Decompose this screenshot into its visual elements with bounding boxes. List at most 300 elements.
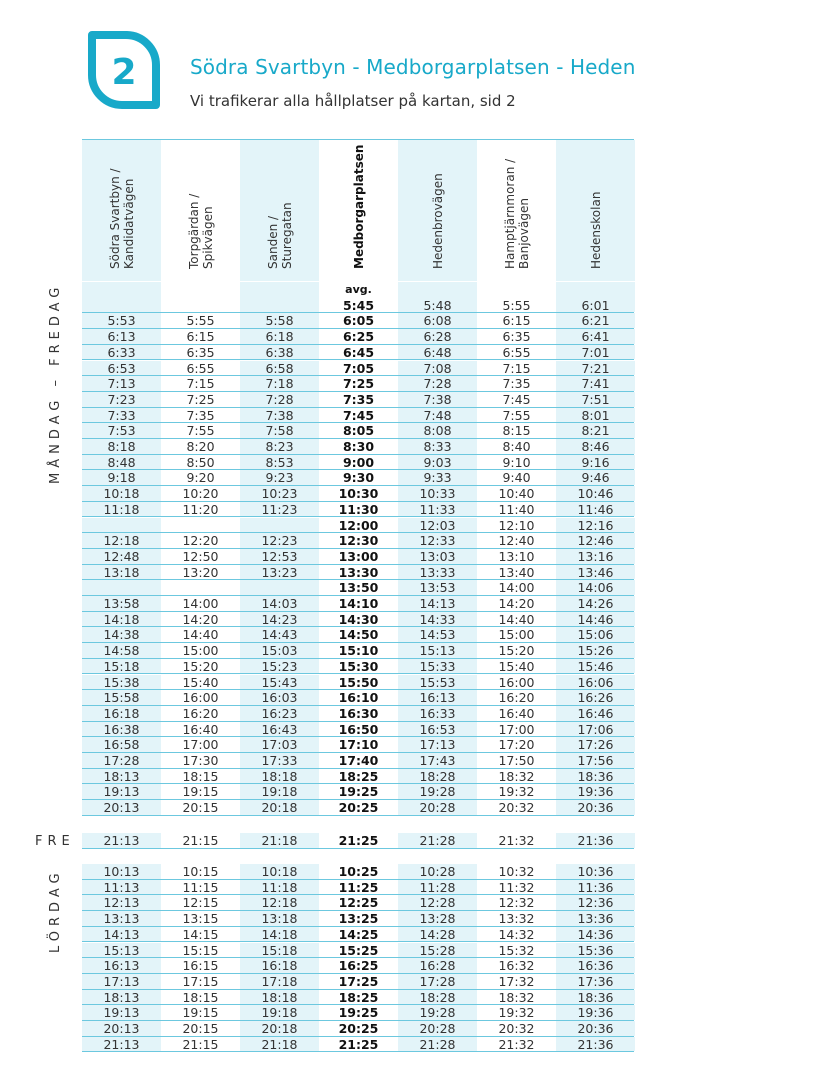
time-cell: 13:46 bbox=[556, 565, 635, 580]
time-cell: 8:40 bbox=[502, 439, 531, 454]
time-cell: 15:36 bbox=[556, 943, 635, 958]
time-cell bbox=[240, 518, 319, 533]
time-cell: 8:23 bbox=[240, 439, 319, 454]
time-cell bbox=[161, 282, 240, 298]
time-cell: 11:23 bbox=[240, 502, 319, 517]
time-cell: 7:53 bbox=[82, 423, 161, 438]
time-cell: 16:13 bbox=[398, 690, 477, 705]
time-cell: 19:36 bbox=[556, 784, 635, 799]
time-cell: 6:18 bbox=[240, 329, 319, 344]
time-cell: 8:18 bbox=[82, 439, 161, 454]
time-cell: 7:55 bbox=[502, 407, 531, 423]
section-label-saturday: LÖRDAG bbox=[48, 868, 63, 953]
time-cell: 5:55 bbox=[502, 297, 531, 313]
section-label-weekdays: MÅNDAG – FREDAG bbox=[48, 282, 63, 484]
time-cell: 17:36 bbox=[556, 974, 635, 989]
time-cell bbox=[82, 580, 161, 595]
time-cell: 6:58 bbox=[240, 361, 319, 376]
time-cell: 7:33 bbox=[82, 408, 161, 423]
time-cell: 14:36 bbox=[556, 927, 635, 942]
time-cell: 14:00 bbox=[498, 580, 535, 596]
time-cell: 19:28 bbox=[398, 1005, 477, 1020]
time-cell: 8:48 bbox=[82, 455, 161, 470]
time-cell: 12:53 bbox=[240, 549, 319, 564]
time-cell: 15:58 bbox=[82, 690, 161, 705]
column-header-label: Sanden / Sturegatan bbox=[265, 202, 294, 269]
time-cell: 15:18 bbox=[240, 943, 319, 958]
table-row bbox=[82, 376, 634, 392]
time-cell: 7:23 bbox=[82, 392, 161, 407]
time-cell: 18:15 bbox=[182, 768, 219, 784]
time-cell: 6:45 bbox=[342, 344, 375, 360]
column-header bbox=[161, 140, 240, 281]
time-cell: 8:05 bbox=[342, 423, 375, 439]
time-cell: 20:18 bbox=[240, 800, 319, 815]
time-cell: 13:40 bbox=[498, 564, 535, 580]
time-cell: 10:40 bbox=[498, 486, 535, 502]
time-cell: 17:15 bbox=[182, 973, 219, 989]
time-cell: 18:18 bbox=[240, 990, 319, 1005]
time-cell: 7:18 bbox=[240, 376, 319, 391]
time-cell: 20:36 bbox=[556, 800, 635, 815]
time-cell: 7:38 bbox=[398, 392, 477, 407]
section-label-friday: FRE bbox=[35, 834, 75, 849]
time-cell: 17:28 bbox=[82, 753, 161, 768]
time-cell: 15:28 bbox=[398, 943, 477, 958]
time-cell: 13:18 bbox=[240, 911, 319, 926]
time-cell: 6:05 bbox=[342, 313, 375, 329]
time-cell: 13:50 bbox=[338, 580, 379, 596]
table-row bbox=[82, 423, 634, 439]
time-cell: 12:20 bbox=[182, 533, 219, 549]
time-cell: 8:50 bbox=[186, 454, 215, 470]
time-cell: 7:01 bbox=[556, 345, 635, 360]
table-row bbox=[82, 958, 634, 974]
time-cell: 9:40 bbox=[502, 470, 531, 486]
time-cell: 17:18 bbox=[240, 974, 319, 989]
time-cell: 9:03 bbox=[398, 455, 477, 470]
table-row bbox=[82, 439, 634, 455]
time-cell: 12:25 bbox=[338, 895, 379, 911]
time-cell: 10:23 bbox=[240, 486, 319, 501]
time-cell: 19:15 bbox=[182, 1005, 219, 1021]
table-row bbox=[82, 769, 634, 785]
table-row bbox=[82, 659, 634, 675]
time-cell: 7:28 bbox=[240, 392, 319, 407]
time-cell: 14:18 bbox=[240, 927, 319, 942]
time-cell: 6:55 bbox=[502, 344, 531, 360]
time-cell: 15:33 bbox=[398, 659, 477, 674]
table-row bbox=[82, 1005, 634, 1021]
time-cell: 20:13 bbox=[82, 800, 161, 815]
time-cell: 16:03 bbox=[240, 690, 319, 705]
time-cell: 11:32 bbox=[498, 879, 535, 895]
time-cell: 7:41 bbox=[556, 376, 635, 391]
time-cell: avg. bbox=[345, 283, 372, 296]
time-cell: 20:15 bbox=[182, 800, 219, 816]
column-header-label: Södra Svartbyn / Kandidatvägen bbox=[107, 168, 136, 269]
time-cell: 13:28 bbox=[398, 911, 477, 926]
time-cell: 15:15 bbox=[182, 942, 219, 958]
time-cell: 15:20 bbox=[182, 658, 219, 674]
time-cell: 11:28 bbox=[398, 880, 477, 895]
time-cell: 8:21 bbox=[556, 423, 635, 438]
time-cell: 6:15 bbox=[502, 313, 531, 329]
time-cell: 10:46 bbox=[556, 486, 635, 501]
time-cell: 14:53 bbox=[398, 627, 477, 642]
time-cell: 11:18 bbox=[240, 880, 319, 895]
time-cell: 19:32 bbox=[498, 784, 535, 800]
time-cell: 17:03 bbox=[240, 737, 319, 752]
time-cell: 7:05 bbox=[342, 360, 375, 376]
time-cell: 13:13 bbox=[82, 911, 161, 926]
time-cell: 7:13 bbox=[82, 376, 161, 391]
time-cell: 20:25 bbox=[338, 800, 379, 816]
time-cell: 15:18 bbox=[82, 659, 161, 674]
time-cell: 20:18 bbox=[240, 1021, 319, 1036]
time-cell: 18:36 bbox=[556, 990, 635, 1005]
time-cell: 17:32 bbox=[498, 973, 535, 989]
table-row bbox=[82, 408, 634, 424]
time-cell: 19:15 bbox=[182, 784, 219, 800]
time-cell: 15:13 bbox=[82, 943, 161, 958]
time-cell: 14:26 bbox=[556, 596, 635, 611]
time-cell: 15:20 bbox=[498, 643, 535, 659]
time-cell: 15:30 bbox=[338, 658, 379, 674]
table-row bbox=[82, 675, 634, 691]
time-cell: 16:53 bbox=[398, 722, 477, 737]
time-cell: 17:25 bbox=[338, 973, 379, 989]
time-cell bbox=[240, 298, 319, 313]
time-cell: 7:25 bbox=[186, 391, 215, 407]
time-cell: 12:28 bbox=[398, 895, 477, 910]
time-cell: 17:10 bbox=[338, 737, 379, 753]
table-row bbox=[82, 627, 634, 643]
time-cell: 14:43 bbox=[240, 627, 319, 642]
time-cell: 8:30 bbox=[342, 439, 375, 454]
time-cell: 12:18 bbox=[82, 533, 161, 548]
time-cell: 7:48 bbox=[398, 408, 477, 423]
table-row bbox=[82, 486, 634, 502]
time-cell: 16:13 bbox=[82, 958, 161, 973]
column-header bbox=[556, 140, 635, 281]
time-cell: 10:18 bbox=[82, 486, 161, 501]
table-row bbox=[82, 549, 634, 565]
time-cell: 10:15 bbox=[182, 864, 219, 879]
time-cell: 6:55 bbox=[186, 360, 215, 376]
time-cell: 6:01 bbox=[556, 298, 635, 313]
time-cell: 17:20 bbox=[498, 737, 535, 753]
time-cell: 16:25 bbox=[338, 958, 379, 974]
time-cell: 6:08 bbox=[398, 313, 477, 328]
time-cell: 15:00 bbox=[182, 643, 219, 659]
time-cell: 7:35 bbox=[186, 407, 215, 423]
time-cell: 11:40 bbox=[498, 501, 535, 517]
time-cell: 15:50 bbox=[338, 674, 379, 690]
time-cell: 11:15 bbox=[182, 879, 219, 895]
time-cell: 14:15 bbox=[182, 926, 219, 942]
time-cell: 16:33 bbox=[398, 706, 477, 721]
time-cell: 11:20 bbox=[182, 501, 219, 517]
time-cell: 17:00 bbox=[498, 721, 535, 737]
table-row bbox=[82, 455, 634, 471]
time-cell: 13:32 bbox=[498, 911, 535, 927]
time-cell: 13:58 bbox=[82, 596, 161, 611]
time-cell: 15:10 bbox=[338, 643, 379, 659]
time-cell: 14:18 bbox=[82, 612, 161, 627]
time-cell: 7:55 bbox=[186, 423, 215, 439]
time-cell: 12:33 bbox=[398, 533, 477, 548]
time-cell: 16:20 bbox=[498, 690, 535, 706]
time-cell bbox=[556, 282, 635, 298]
table-row bbox=[82, 895, 634, 911]
time-cell: 21:25 bbox=[338, 1036, 379, 1052]
time-cell: 16:28 bbox=[398, 958, 477, 973]
time-cell: 16:40 bbox=[498, 705, 535, 721]
time-cell: 20:36 bbox=[556, 1021, 635, 1036]
time-cell: 14:40 bbox=[498, 611, 535, 627]
time-cell: 15:43 bbox=[240, 675, 319, 690]
time-cell: 21:18 bbox=[240, 833, 319, 848]
time-cell: 16:50 bbox=[338, 721, 379, 737]
time-cell bbox=[240, 580, 319, 595]
time-cell bbox=[82, 518, 161, 533]
table-row bbox=[82, 864, 634, 880]
time-cell: 12:03 bbox=[398, 518, 477, 533]
time-cell: 19:13 bbox=[82, 784, 161, 799]
table-row bbox=[82, 580, 634, 596]
time-cell: 16:10 bbox=[338, 690, 379, 706]
time-cell: 17:40 bbox=[338, 753, 379, 768]
time-cell: 15:53 bbox=[398, 675, 477, 690]
time-cell: 8:53 bbox=[240, 455, 319, 470]
route-subtitle: Vi trafikerar alla hållplatser på kartan, sid 2 bbox=[190, 92, 516, 110]
time-cell: 21:25 bbox=[338, 833, 379, 848]
time-cell: 13:15 bbox=[182, 911, 219, 927]
table-row bbox=[82, 533, 634, 549]
time-cell: 21:13 bbox=[82, 1037, 161, 1052]
time-cell: 17:13 bbox=[82, 974, 161, 989]
time-cell: 19:32 bbox=[498, 1005, 535, 1021]
time-cell bbox=[161, 580, 240, 595]
time-cell: 8:46 bbox=[556, 439, 635, 454]
time-cell: 16:00 bbox=[182, 690, 219, 706]
time-cell: 13:20 bbox=[182, 564, 219, 580]
table-row bbox=[82, 361, 634, 377]
time-cell: 15:06 bbox=[556, 627, 635, 642]
time-cell: 13:53 bbox=[398, 580, 477, 595]
time-cell bbox=[398, 282, 477, 298]
table-row bbox=[82, 784, 634, 800]
time-cell: 14:13 bbox=[82, 927, 161, 942]
time-cell: 21:28 bbox=[398, 1037, 477, 1052]
time-cell: 10:25 bbox=[338, 864, 379, 879]
time-cell: 12:30 bbox=[338, 533, 379, 549]
time-cell: 7:35 bbox=[342, 391, 375, 407]
time-cell: 10:32 bbox=[498, 864, 535, 879]
column-header-label: Hedenbrovägen bbox=[430, 173, 445, 269]
time-cell: 12:23 bbox=[240, 533, 319, 548]
time-cell: 17:33 bbox=[240, 753, 319, 768]
time-cell: 21:13 bbox=[82, 833, 161, 848]
time-cell: 18:32 bbox=[498, 989, 535, 1005]
time-cell: 20:32 bbox=[498, 800, 535, 816]
time-cell: 7:08 bbox=[398, 361, 477, 376]
time-cell: 6:35 bbox=[186, 344, 215, 360]
time-cell bbox=[477, 282, 556, 298]
time-cell: 21:28 bbox=[398, 833, 477, 848]
time-cell bbox=[240, 282, 319, 298]
time-cell: 12:46 bbox=[556, 533, 635, 548]
time-cell: 14:25 bbox=[338, 926, 379, 942]
time-cell: 14:58 bbox=[82, 643, 161, 658]
time-cell: 7:51 bbox=[556, 392, 635, 407]
time-cell: 18:28 bbox=[398, 769, 477, 784]
table-row bbox=[82, 690, 634, 706]
time-cell: 11:30 bbox=[338, 501, 379, 517]
time-cell: 21:36 bbox=[556, 1037, 635, 1052]
table-row bbox=[82, 990, 634, 1006]
table-row bbox=[82, 911, 634, 927]
time-cell: 13:00 bbox=[338, 548, 379, 564]
time-cell: 14:33 bbox=[398, 612, 477, 627]
time-cell: 8:08 bbox=[398, 423, 477, 438]
time-cell: 17:56 bbox=[556, 753, 635, 768]
route-number-logo bbox=[82, 31, 164, 113]
time-cell: 14:06 bbox=[556, 580, 635, 595]
table-row bbox=[82, 345, 634, 361]
time-cell: 18:32 bbox=[498, 768, 535, 784]
time-cell: 14:23 bbox=[240, 612, 319, 627]
time-cell: 7:38 bbox=[240, 408, 319, 423]
time-cell: 18:25 bbox=[338, 768, 379, 784]
time-cell: 17:50 bbox=[498, 753, 535, 768]
time-cell: 15:32 bbox=[498, 942, 535, 958]
time-cell: 12:40 bbox=[498, 533, 535, 549]
route-title: Södra Svartbyn - Medborgarplatsen - Heden bbox=[190, 55, 636, 79]
time-cell: 15:26 bbox=[556, 643, 635, 658]
time-cell: 18:28 bbox=[398, 990, 477, 1005]
time-cell: 11:46 bbox=[556, 502, 635, 517]
time-cell: 13:18 bbox=[82, 565, 161, 580]
time-cell: 18:13 bbox=[82, 990, 161, 1005]
table-row bbox=[82, 722, 634, 738]
time-cell: 15:40 bbox=[182, 674, 219, 690]
time-cell: 7:45 bbox=[502, 391, 531, 407]
time-cell: 17:13 bbox=[398, 737, 477, 752]
time-cell: 15:38 bbox=[82, 675, 161, 690]
time-cell: 19:25 bbox=[338, 1005, 379, 1021]
time-cell: 14:00 bbox=[182, 596, 219, 611]
time-cell: 16:58 bbox=[82, 737, 161, 752]
time-cell: 15:25 bbox=[338, 942, 379, 958]
time-cell: 15:03 bbox=[240, 643, 319, 658]
table-row bbox=[82, 282, 634, 298]
table-row bbox=[82, 943, 634, 959]
time-cell: 5:48 bbox=[398, 298, 477, 313]
table-row bbox=[82, 880, 634, 896]
time-cell: 12:13 bbox=[82, 895, 161, 910]
table-row bbox=[82, 329, 634, 345]
time-cell: 9:33 bbox=[398, 470, 477, 485]
table-row bbox=[82, 974, 634, 990]
time-cell: 10:13 bbox=[82, 864, 161, 879]
time-cell bbox=[161, 298, 240, 313]
time-cell bbox=[161, 518, 240, 533]
time-cell: 20:32 bbox=[498, 1021, 535, 1036]
time-cell: 18:13 bbox=[82, 769, 161, 784]
time-cell: 6:38 bbox=[240, 345, 319, 360]
time-cell: 6:28 bbox=[398, 329, 477, 344]
time-cell: 20:15 bbox=[182, 1021, 219, 1036]
time-cell: 12:48 bbox=[82, 549, 161, 564]
time-cell: 11:25 bbox=[338, 879, 379, 895]
time-cell: 16:18 bbox=[240, 958, 319, 973]
time-cell: 21:15 bbox=[182, 1036, 219, 1052]
time-cell: 14:32 bbox=[498, 926, 535, 942]
time-cell: 6:33 bbox=[82, 345, 161, 360]
time-cell: 12:50 bbox=[182, 548, 219, 564]
time-cell: 9:23 bbox=[240, 470, 319, 485]
time-cell: 17:28 bbox=[398, 974, 477, 989]
time-cell: 15:40 bbox=[498, 658, 535, 674]
time-cell: 21:15 bbox=[182, 833, 219, 848]
table-row bbox=[82, 706, 634, 722]
time-cell: 12:15 bbox=[182, 895, 219, 911]
table-row bbox=[82, 565, 634, 581]
table-row bbox=[82, 612, 634, 628]
time-cell: 17:26 bbox=[556, 737, 635, 752]
time-cell: 6:21 bbox=[556, 313, 635, 328]
time-cell bbox=[82, 282, 161, 298]
time-cell: 14:20 bbox=[498, 596, 535, 611]
time-cell: 7:28 bbox=[398, 376, 477, 391]
time-cell: 15:00 bbox=[498, 627, 535, 643]
time-cell: 5:53 bbox=[82, 313, 161, 328]
time-cell: 18:15 bbox=[182, 989, 219, 1005]
time-cell: 15:13 bbox=[398, 643, 477, 658]
time-cell: 10:18 bbox=[240, 864, 319, 879]
time-cell: 9:00 bbox=[342, 454, 375, 470]
table-row bbox=[82, 737, 634, 753]
time-cell: 14:28 bbox=[398, 927, 477, 942]
table-row bbox=[82, 392, 634, 408]
time-cell: 12:18 bbox=[240, 895, 319, 910]
table-row bbox=[82, 643, 634, 659]
time-cell: 14:20 bbox=[182, 611, 219, 627]
time-cell bbox=[82, 298, 161, 313]
time-cell: 16:26 bbox=[556, 690, 635, 705]
time-cell: 7:21 bbox=[556, 361, 635, 376]
time-cell: 18:25 bbox=[338, 989, 379, 1005]
time-cell: 18:18 bbox=[240, 769, 319, 784]
time-cell: 7:15 bbox=[502, 360, 531, 376]
column-header bbox=[477, 140, 556, 281]
time-cell: 8:33 bbox=[398, 439, 477, 454]
time-cell: 11:13 bbox=[82, 880, 161, 895]
time-cell: 6:53 bbox=[82, 361, 161, 376]
time-cell: 16:46 bbox=[556, 706, 635, 721]
table-row bbox=[82, 470, 634, 486]
time-cell: 17:30 bbox=[182, 753, 219, 768]
time-cell: 20:13 bbox=[82, 1021, 161, 1036]
column-header-label: Hamptjärnmoran / Banjovägen bbox=[502, 158, 531, 269]
time-cell: 16:38 bbox=[82, 722, 161, 737]
column-header bbox=[398, 140, 477, 281]
table-row bbox=[82, 518, 634, 534]
time-cell: 19:13 bbox=[82, 1005, 161, 1020]
column-header bbox=[240, 140, 319, 281]
